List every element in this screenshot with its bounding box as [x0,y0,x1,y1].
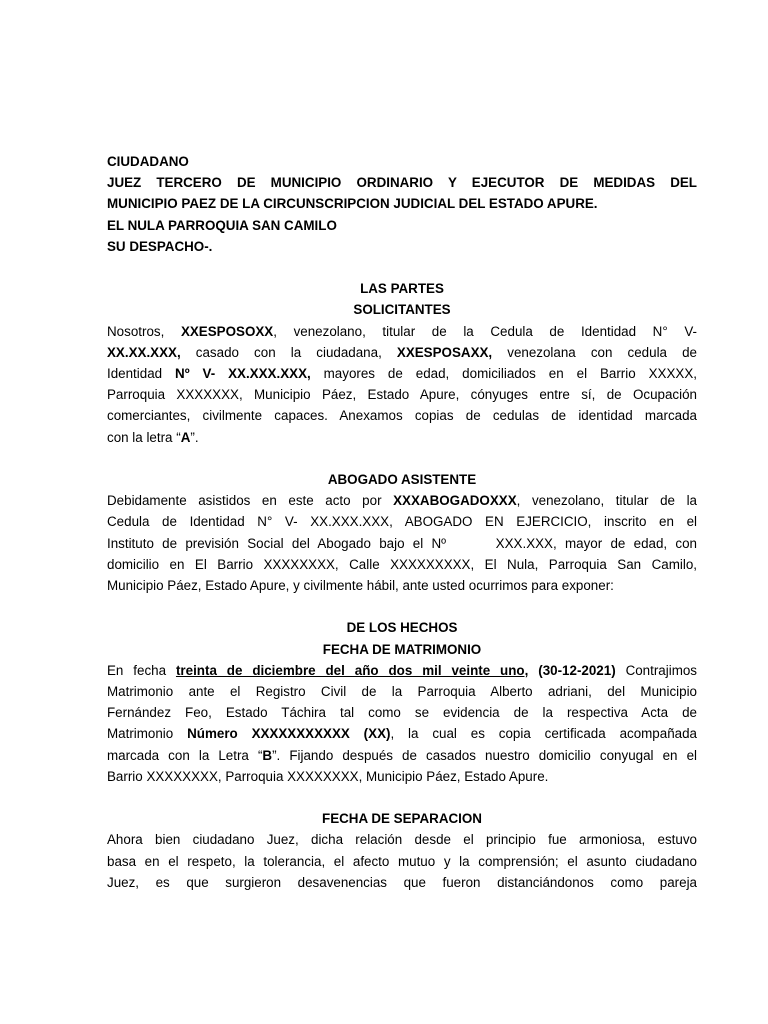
husband-name: XXESPOSOXX [180,323,274,339]
paragraph-line [107,342,697,363]
paragraph-line [107,427,697,448]
text-run: En fecha [107,662,176,678]
document-body [107,151,697,893]
section-separacion [107,808,697,893]
paragraph-line: Parroquia XXXXXXX, Municipio Páez, Estado Apure, cónyuges entre sí, de Ocupación [107,387,697,403]
section-subheading: SOLICITANTES [353,302,451,318]
addressee-block [107,151,697,257]
certificate-number: Número XXXXXXXXXXX (XX) [187,726,391,742]
section-heading: DE LOS HECHOS [346,620,458,636]
section-abogado [107,469,697,596]
paragraph-line: Ahora bien ciudadano Juez, dicha relación desde el principio fue armoniosa, estuvo [107,832,697,848]
addressee-line: SU DESPACHO-. [107,238,213,254]
text-run: ”. Fijando después de casados nuestro domicilio conyugal en el [272,747,697,763]
paragraph-line: Matrimonio ante el Registro Civil de la Parroquia Alberto adriani, del Municipio [107,684,697,700]
section-heading: FECHA DE SEPARACION [322,811,482,827]
paragraph-line: Barrio XXXXXXXX, Parroquia XXXXXXXX, Municipio Páez, Estado Apure. [107,768,549,784]
text-run: casado con la ciudadana, [180,344,397,360]
text-run: , venezolano, titular de la [516,493,697,509]
text-run: Contrajimos [615,662,698,678]
text-run: Identidad [107,366,176,382]
paragraph-line: Cedula de Identidad N° V- XX.XXX.XXX, ABOGADO EN EJERCICIO, inscrito en el [107,514,697,530]
addressee-line: CIUDADANO [107,154,189,169]
text-run: ”. [190,429,199,445]
text-run: marcada con la Letra “ [107,747,263,763]
text-run: venezolana con cedula de [492,344,697,360]
paragraph-line [107,745,697,766]
paragraph-line: Fernández Feo, Estado Táchira tal como se evidencia de la respectiva Acta de [107,705,697,721]
lawyer-name: XXXABOGADOXXX [393,493,517,509]
text-run: mayores de edad, domiciliados en el Barrio XXXXX, [310,366,697,382]
section-subheading: FECHA DE MATRIMONIO [322,641,482,657]
annex-letter: B [262,747,273,763]
section-heading: LAS PARTES [360,281,444,297]
paragraph-line: comerciantes, civilmente capaces. Anexamos copias de cedulas de identidad marcada [107,408,697,424]
addressee-line: MUNICIPIO PAEZ DE LA CIRCUNSCRIPCION JUDICIAL DEL ESTADO APURE. [107,196,598,212]
text-run: Debidamente asistidos en este acto por [107,493,394,509]
paragraph-line [107,723,697,744]
section-heading: ABOGADO ASISTENTE [327,472,477,488]
text-run: con la letra “ [107,429,181,445]
husband-id: XX.XX.XXX, [107,344,181,360]
marriage-date-text: treinta de diciembre del año dos mil veinte uno, [175,662,529,678]
text-run: Nosotros, [107,323,181,339]
paragraph-line: basa en el respeto, la tolerancia, el afecto mutuo y la comprensión; el asunto ciudadano [107,853,697,869]
wife-name: XXESPOSAXX, [396,344,493,360]
paragraph-line: domicilio en El Barrio XXXXXXXX, Calle XXXXXXXXX, El Nula, Parroquia San Camilo, [107,556,697,572]
addressee-line: JUEZ TERCERO DE MUNICIPIO ORDINARIO Y EJECUTOR DE MEDIDAS DEL [107,175,697,191]
paragraph-line [107,363,697,384]
annex-letter: A [180,429,191,445]
addressee-line: EL NULA PARROQUIA SAN CAMILO [107,217,337,233]
marriage-date-numeric: (30-12-2021) [528,662,616,678]
text-run: , venezolano, titular de la Cedula de Identidad N° V- [273,323,697,339]
paragraph-line [107,660,697,681]
paragraph-line [107,321,697,342]
paragraph-line: Municipio Páez, Estado Apure, y civilmente hábil, ante usted ocurrimos para exponer: [107,578,614,594]
wife-id: Nº V- XX.XXX.XXX, [175,366,311,382]
section-hechos [107,617,697,787]
paragraph-line: Juez, es que surgieron desavenencias que fueron distanciándonos como pareja [107,874,697,890]
paragraph-line: Instituto de previsión Social del Abogado bajo el Nº XXX.XXX, mayor de edad, con [107,535,697,551]
section-partes [107,278,697,448]
text-run: , la cual es copia certificada acompañada [390,726,697,742]
paragraph-line [107,490,697,511]
text-run: Matrimonio [107,726,188,742]
